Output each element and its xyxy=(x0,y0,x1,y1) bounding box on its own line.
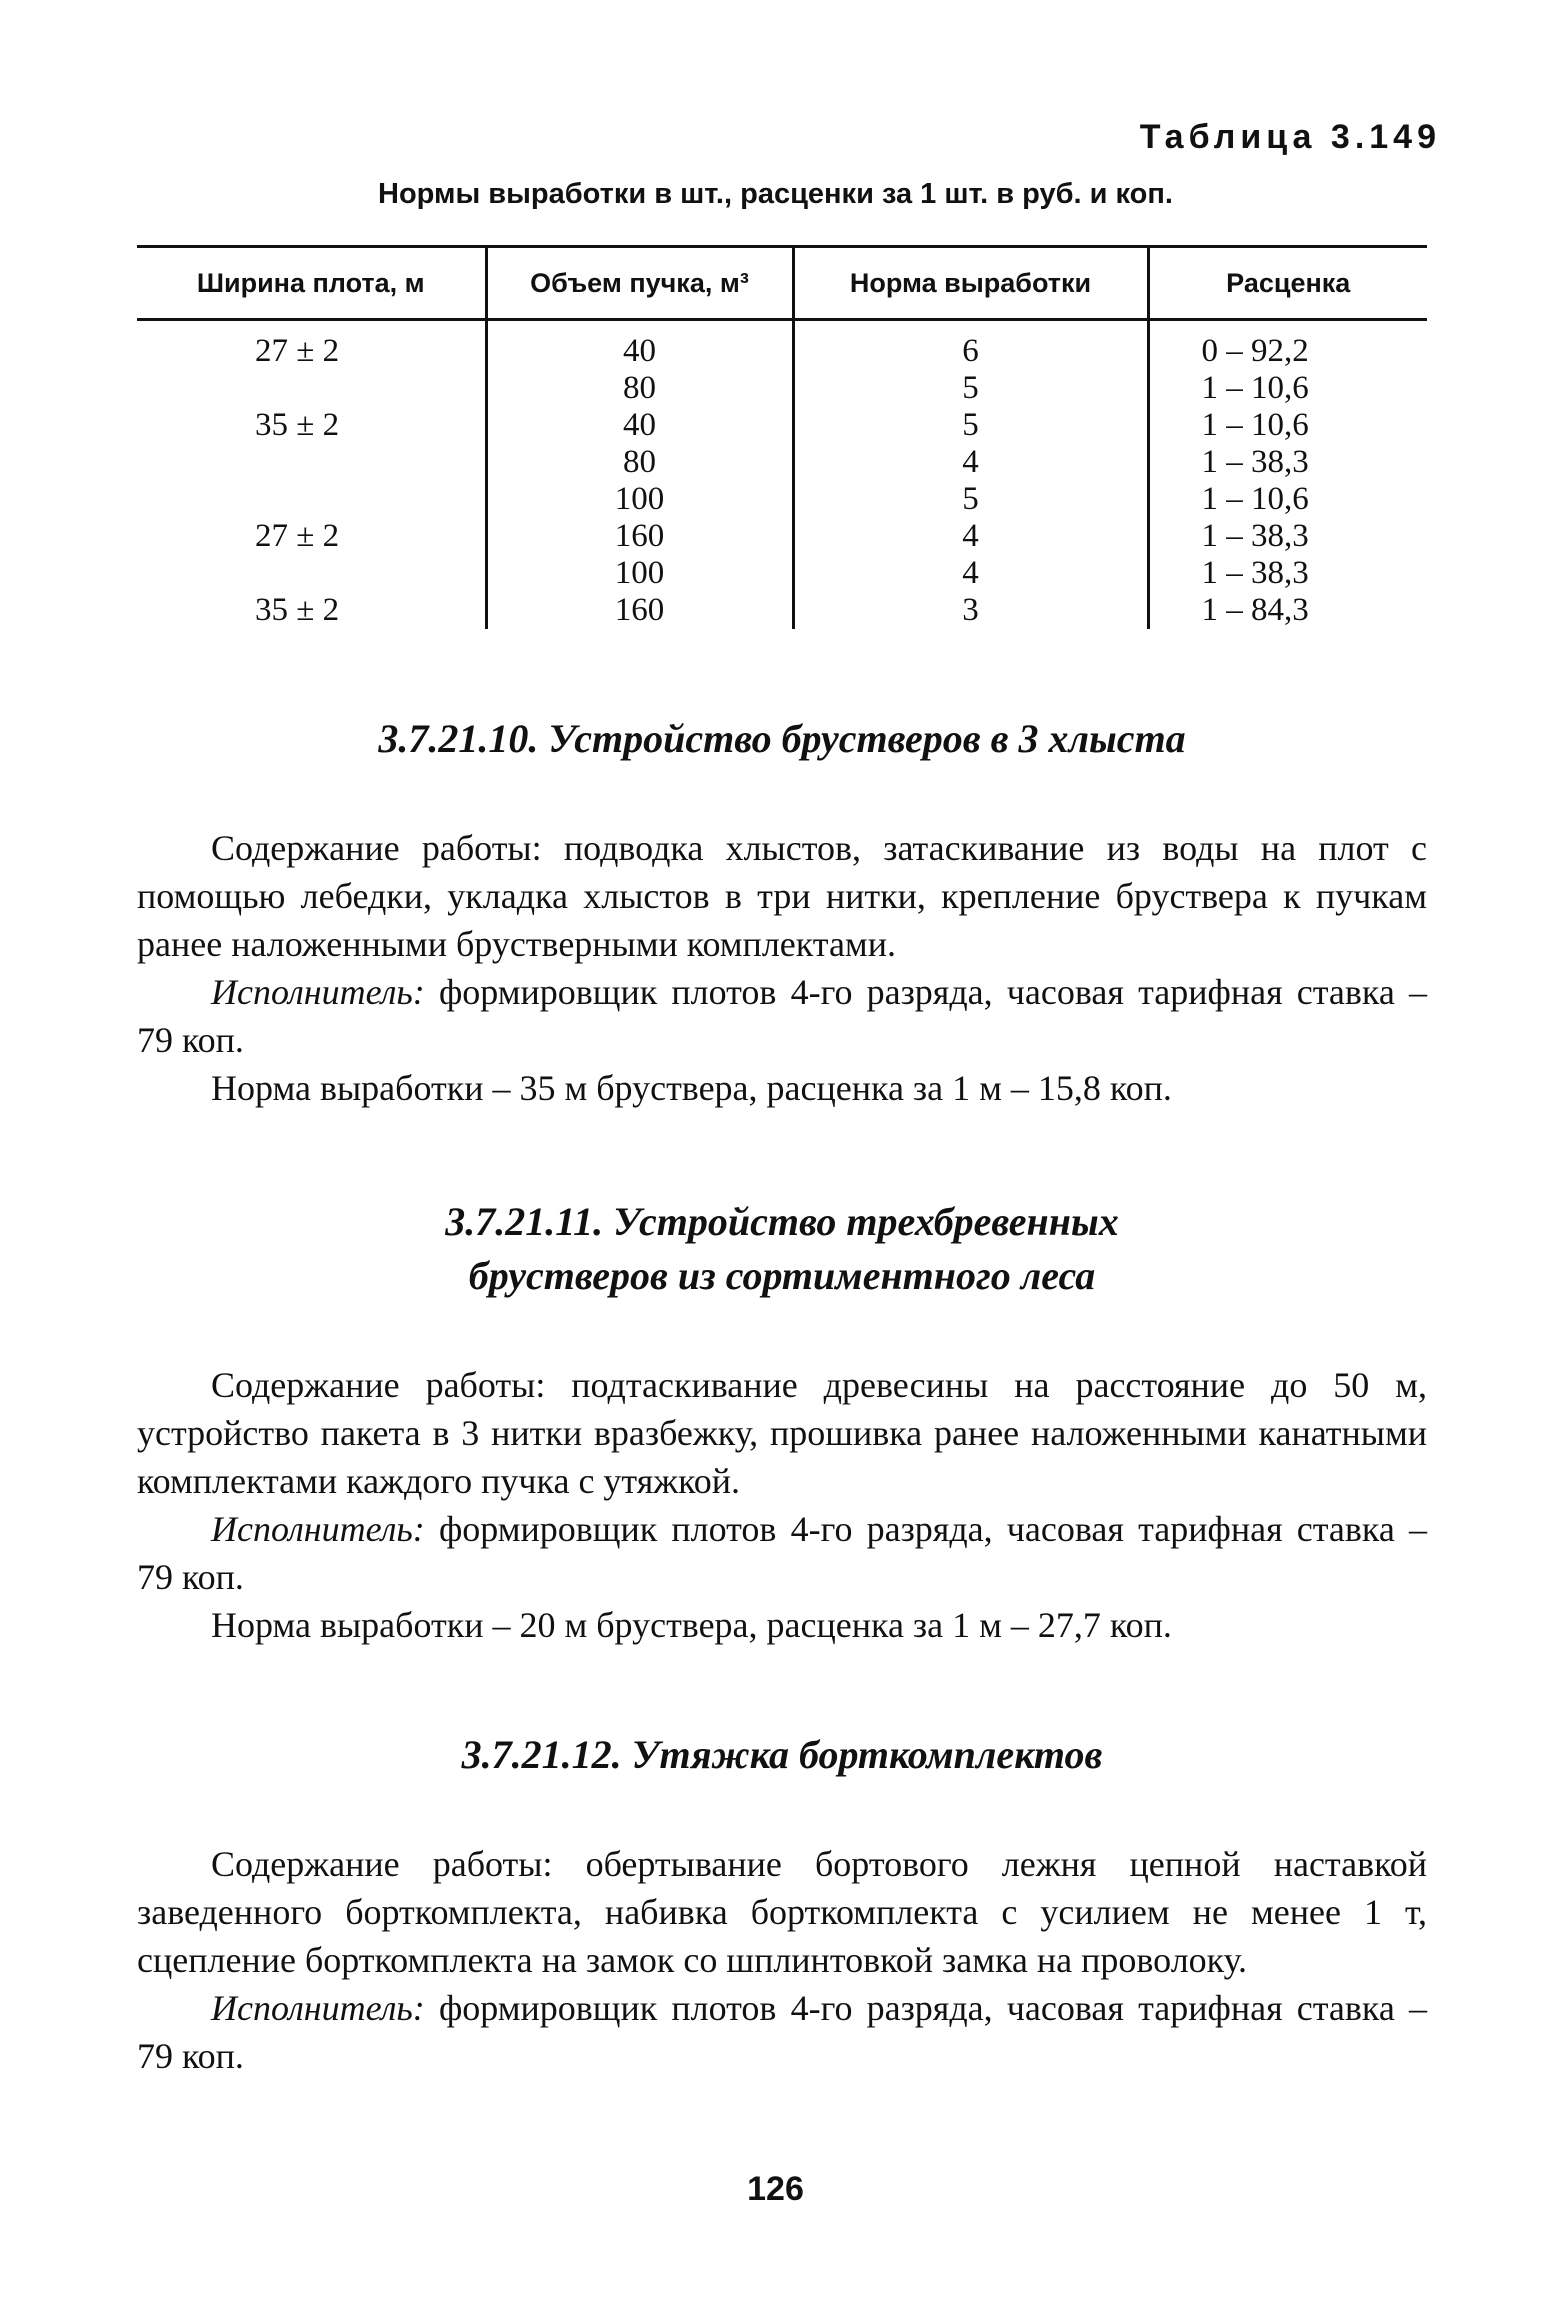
executor-text: формировщик плотов 4-го разряда, часовая тарифная ставка – 79 коп. xyxy=(137,1988,1427,2076)
table-header-row xyxy=(137,247,1427,320)
cell-rate: 1 – 10,6 xyxy=(1148,481,1427,518)
section-title: 3.7.21.11. Устройство трехбревенных брустверов из сортиментного леса xyxy=(445,1199,1119,1298)
cell-output-norm: 6 xyxy=(793,320,1148,371)
table-row xyxy=(137,555,1427,592)
cell-rate: 1 – 38,3 xyxy=(1148,444,1427,481)
work-content: Содержание работы: обертывание бортового лежня цепной наставкой заведенного борткомплекта, набивка борткомплекта с усилием не менее 1 т, сцепление борткомплекта на замок со шплинтовкой замка на проволоку. xyxy=(137,1844,1427,1980)
table-row xyxy=(137,444,1427,481)
cell-bundle-volume: 80 xyxy=(486,370,793,407)
cell-bundle-volume: 40 xyxy=(486,407,793,444)
cell-output-norm: 5 xyxy=(793,370,1148,407)
cell-raft-width xyxy=(137,481,486,518)
cell-rate: 1 – 10,6 xyxy=(1148,370,1427,407)
header-raft-width: Ширина плота, м xyxy=(137,247,486,320)
cell-bundle-volume: 100 xyxy=(486,481,793,518)
cell-raft-width: 27 ± 2 xyxy=(255,518,340,554)
cell-raft-width: 27 ± 2 xyxy=(255,333,340,369)
cell-rate: 1 – 84,3 xyxy=(1148,592,1427,629)
section-title: 3.7.21.12. Утяжка борткомплектов xyxy=(461,1732,1103,1777)
cell-raft-width xyxy=(137,370,486,407)
executor-line xyxy=(137,1505,1427,1601)
executor-text: формировщик плотов 4-го разряда, часовая тарифная ставка – 79 коп. xyxy=(137,972,1427,1060)
table-row xyxy=(137,320,1427,371)
cell-rate: 1 – 38,3 xyxy=(1148,518,1427,555)
cell-bundle-volume: 160 xyxy=(486,518,793,555)
cell-bundle-volume: 160 xyxy=(486,592,793,629)
cell-output-norm: 4 xyxy=(793,518,1148,555)
cell-raft-width: 35 ± 2 xyxy=(255,592,340,628)
cell-output-norm: 3 xyxy=(793,592,1148,629)
page-number: 126 xyxy=(747,2170,804,2208)
cell-raft-width xyxy=(137,444,486,481)
cell-output-norm: 4 xyxy=(793,555,1148,592)
norm-line: Норма выработки – 35 м бруствера, расценка за 1 м – 15,8 коп. xyxy=(211,1068,1172,1108)
norms-table xyxy=(137,245,1427,629)
executor-label: Исполнитель: xyxy=(211,1988,425,2028)
header-output-norm: Норма выработки xyxy=(793,247,1148,320)
cell-output-norm: 5 xyxy=(793,407,1148,444)
cell-rate: 0 – 92,2 xyxy=(1148,320,1427,371)
cell-bundle-volume: 80 xyxy=(486,444,793,481)
cell-rate: 1 – 10,6 xyxy=(1148,407,1427,444)
norm-line: Норма выработки – 20 м бруствера, расценка за 1 м – 27,7 коп. xyxy=(211,1605,1172,1645)
work-content: Содержание работы: подводка хлыстов, затаскивание из воды на плот с помощью лебедки, укладка хлыстов в три нитки, крепление бруствера к пучкам ранее наложенными брустверными комплектами. xyxy=(137,828,1427,964)
executor-text: формировщик плотов 4-го разряда, часовая тарифная ставка – 79 коп. xyxy=(137,1509,1427,1597)
table-row xyxy=(137,407,1427,444)
section-3-7-21-11 xyxy=(137,1195,1427,1649)
header-bundle-volume: Объем пучка, м³ xyxy=(486,247,793,320)
table-row xyxy=(137,518,1427,555)
section-3-7-21-12 xyxy=(137,1728,1427,2080)
table-row xyxy=(137,592,1427,629)
cell-output-norm: 4 xyxy=(793,444,1148,481)
executor-line xyxy=(137,968,1427,1064)
executor-label: Исполнитель: xyxy=(211,972,425,1012)
table-caption: Нормы выработки в шт., расценки за 1 шт. в руб. и коп. xyxy=(378,178,1173,210)
section-title: 3.7.21.10. Устройство брустверов в 3 хлыста xyxy=(378,716,1186,761)
section-3-7-21-10 xyxy=(137,712,1427,1112)
cell-bundle-volume: 100 xyxy=(486,555,793,592)
table-row xyxy=(137,370,1427,407)
executor-line xyxy=(137,1984,1427,2080)
table-row xyxy=(137,481,1427,518)
table-number-label: Таблица 3.149 xyxy=(1139,118,1441,156)
cell-raft-width: 35 ± 2 xyxy=(255,407,340,443)
header-rate: Расценка xyxy=(1148,247,1427,320)
cell-rate: 1 – 38,3 xyxy=(1148,555,1427,592)
work-content: Содержание работы: подтаскивание древесины на расстояние до 50 м, устройство пакета в 3 нитки вразбежку, прошивка ранее наложенными канатными комплектами каждого пучка с утяжкой. xyxy=(137,1365,1427,1501)
cell-output-norm: 5 xyxy=(793,481,1148,518)
executor-label: Исполнитель: xyxy=(211,1509,425,1549)
cell-bundle-volume: 40 xyxy=(486,320,793,371)
cell-raft-width xyxy=(137,555,486,592)
